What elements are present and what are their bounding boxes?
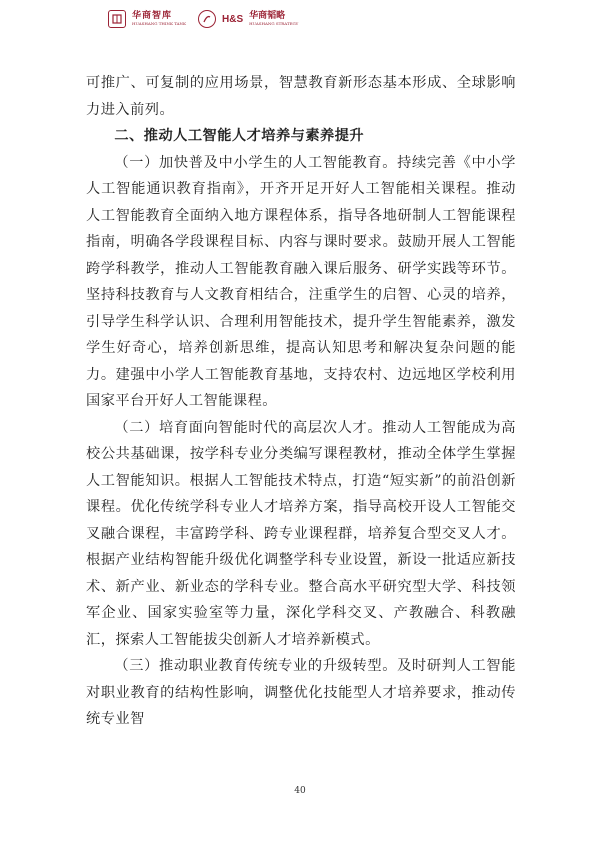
page-header (108, 6, 298, 32)
paragraph-continuation: 可推广、可复制的应用场景，智慧教育新形态基本形成、全球影响力进入前列。 (86, 75, 516, 118)
huashang-think-tank-logo-icon (108, 10, 126, 28)
hs-circle-logo-icon (198, 10, 216, 28)
section-heading: 二、推动人工智能人才培养与素养提升 (114, 128, 365, 144)
document-body (86, 70, 516, 733)
huashang-strategy-logo (249, 12, 298, 26)
huashang-think-tank-logo (132, 12, 186, 26)
logo1-text: 华商智库 (132, 11, 173, 21)
logo2-subtext: HUASHANG STRATEGY (249, 21, 299, 26)
logo2-text: 华商韬略 (249, 11, 286, 21)
paragraph-primary-secondary-education: （一）加快普及中小学生的人工智能教育。持续完善《中小学人工智能通识教育指南》，开齐开足开好人工智能相关课程。推动人工智能教育全面纳入地方课程体系，指导各地研制人工智能课程指南，明确各学段课程目标、内容与课时要求。鼓励开展人工智能跨学科教学，推动人工智能教育融入课后服务、研学实践等环节。坚持科技教育与人文教育相结合，注重学生的启智、心灵的培养，引导学生科学认识、合理利用智能技术，提升学生智能素养，激发学生好奇心，培养创新思维，提高认知思考和解决复杂问题的能力。建强中小学人工智能教育基地，支持农村、边远地区学校利用国家平台开好人工智能课程。 (86, 154, 516, 409)
paragraph-high-level-talent: （二）培育面向智能时代的高层次人才。推动人工智能成为高校公共基础课，按学科专业分类编写课程教材，推动全体学生掌握人工智能知识。根据人工智能技术特点，打造“短实新”的前沿创新课程。优化传统学科专业人才培养方案，指导高校开设人工智能交叉融合课程，丰富跨学科、跨专业课程群，培养复合型交叉人才。根据产业结构智能升级优化调整学科专业设置，新设一批适应新技术、新产业、新业态的学科专业。整合高水平研究型大学、科技领军企业、国家实验室等力量，深化学科交叉、产教融合、科教融汇，探索人工智能拔尖创新人才培养新模式。 (86, 419, 516, 648)
page-number: 40 (294, 786, 306, 796)
paragraph-vocational-education: （三）推动职业教育传统专业的升级转型。及时研判人工智能对职业教育的结构性影响，调整优化技能型人才培养要求，推动传统专业智 (86, 658, 516, 727)
logo2-mark: H&S (222, 13, 244, 25)
logo1-subtext: HUASHANG THINK TANK (132, 21, 187, 26)
